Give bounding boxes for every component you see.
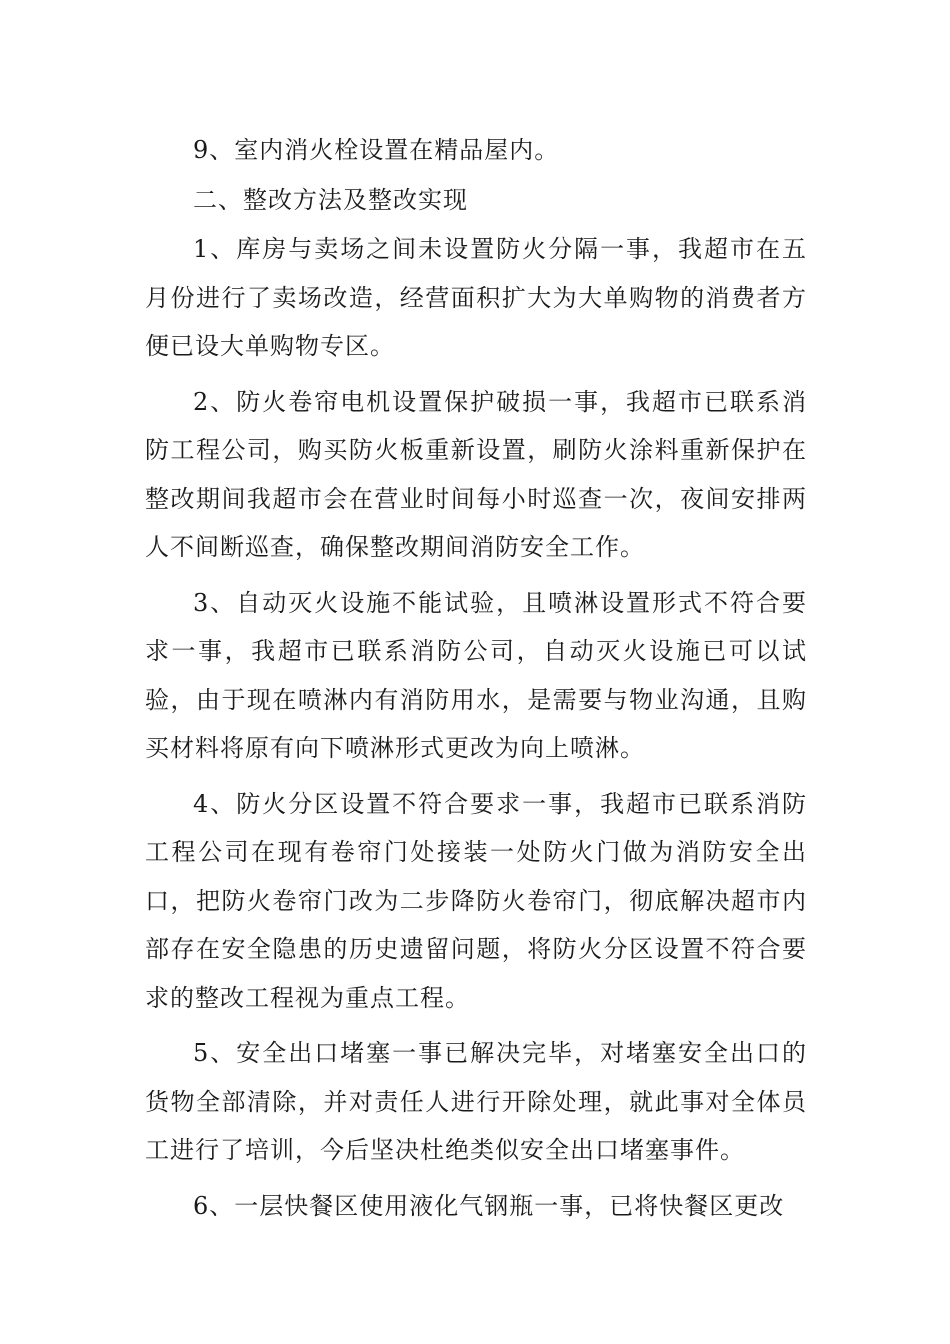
paragraph-rectification-4: 4、防火分区设置不符合要求一事，我超市已联系消防工程公司在现有卷帘门处接装一处防火门做为消防安全出口，把防火卷帘门改为二步降防火卷帘门，彻底解决超市内部存在安全隐患的历史遗留问题，将防火分区设置不符合要求的整改工程视为重点工程。 (145, 789, 807, 1012)
paragraph-rectification-2: 2、防火卷帘电机设置保护破损一事，我超市已联系消防工程公司，购买防火板重新设置，刷防火涂料重新保护在整改期间我超市会在营业时间每小时巡查一次，夜间安排两人不间断巡查，确保整改期间消防安全工作。 (145, 387, 807, 561)
document-body (145, 126, 807, 1237)
paragraph-item-9: 9、室内消火栓设置在精品屋内。 (193, 136, 560, 164)
paragraph-rectification-5: 5、安全出口堵塞一事已解决完毕，对堵塞安全出口的货物全部清除，并对责任人进行开除处理，就此事对全体员工进行了培训，今后坚决杜绝类似安全出口堵塞事件。 (145, 1039, 807, 1164)
paragraph-rectification-1: 1、库房与卖场之间未设置防火分隔一事，我超市在五月份进行了卖场改造，经营面积扩大为大单购物的消费者方便已设大单购物专区。 (145, 235, 807, 360)
paragraph-rectification-3: 3、自动灭火设施不能试验，且喷淋设置形式不符合要求一事，我超市已联系消防公司，自动灭火设施已可以试验，由于现在喷淋内有消防用水，是需要与物业沟通，且购买材料将原有向下喷淋形式更改为向上喷淋。 (145, 588, 807, 762)
section-heading-rectification: 二、整改方法及整改实现 (193, 185, 468, 214)
paragraph-rectification-6: 6、一层快餐区使用液化气钢瓶一事，已将快餐区更改 (193, 1191, 785, 1220)
